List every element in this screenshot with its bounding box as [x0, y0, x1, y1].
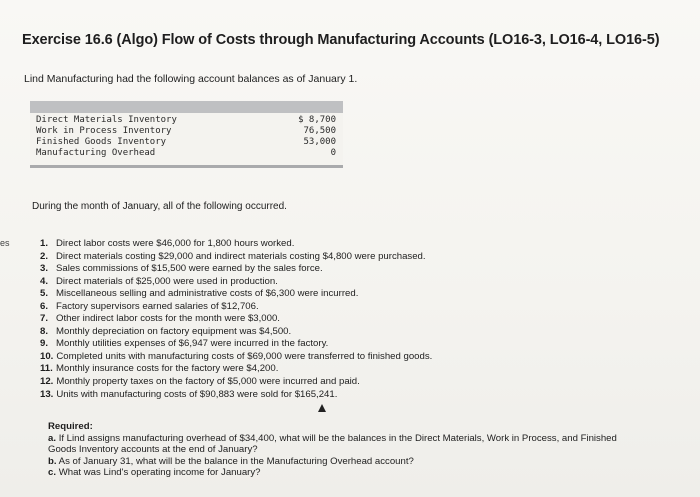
- list-item: [40, 326, 680, 339]
- item-text: Sales commissions of $15,500 were earned by the sales force.: [56, 263, 323, 275]
- item-text: Direct materials of $25,000 were used in production.: [56, 275, 278, 287]
- required-item-c: [48, 467, 688, 479]
- intro-text: Lind Manufacturing had the following account balances as of January 1.: [24, 73, 358, 85]
- item-text: Miscellaneous selling and administrative costs of $6,300 were incurred.: [56, 288, 359, 300]
- list-item: [40, 251, 680, 264]
- account-name: Work in Process Inventory: [36, 126, 172, 136]
- table-header-bar: [30, 101, 343, 113]
- item-number: 10.: [40, 350, 54, 362]
- account-amount: 53,000: [303, 137, 336, 147]
- account-name: Finished Goods Inventory: [36, 137, 167, 147]
- events-list: [40, 238, 680, 401]
- item-number: 7.: [40, 313, 49, 325]
- required-item-a-continued: Goods Inventory accounts at the end of January?: [48, 444, 258, 456]
- list-item: [40, 301, 680, 314]
- item-text: Units with manufacturing costs of $90,883 were sold for $165,241.: [56, 388, 338, 400]
- item-letter: a.: [48, 432, 57, 444]
- item-number: 6.: [40, 300, 49, 312]
- account-amount: $ 8,700: [298, 115, 336, 125]
- item-text: Monthly depreciation on factory equipment was $4,500.: [56, 325, 292, 337]
- required-item-b: [48, 456, 688, 468]
- account-amount: 76,500: [303, 126, 336, 136]
- item-number: 2.: [40, 250, 49, 262]
- item-number: 12.: [40, 376, 54, 388]
- item-text: If Lind assigns manufacturing overhead of $34,400, what will be the balances in the Direct Materials, Work in Process, and Finished: [58, 432, 617, 444]
- balance-row: [36, 148, 336, 159]
- item-number: 11.: [40, 363, 53, 375]
- item-text: Monthly utilities expenses of $6,947 were incurred in the factory.: [56, 338, 329, 350]
- exercise-title: Exercise 16.6 (Algo) Flow of Costs through Manufacturing Accounts (LO16-3, LO16-4, LO16-5): [22, 32, 660, 48]
- required-section: [48, 421, 688, 479]
- required-item-a: [48, 433, 688, 445]
- list-item: [40, 363, 680, 376]
- item-text: Direct materials costing $29,000 and indirect materials costing $4,800 were purchased.: [56, 250, 426, 262]
- item-number: 13.: [40, 388, 54, 400]
- list-item: [40, 338, 680, 351]
- list-item: [40, 376, 680, 389]
- list-item: [40, 288, 680, 301]
- list-item: [40, 263, 680, 276]
- account-amount: 0: [330, 148, 336, 158]
- balance-row: [36, 126, 336, 137]
- item-number: 1.: [40, 238, 49, 249]
- item-text: Monthly insurance costs for the factory were $4,200.: [56, 363, 279, 375]
- item-text: Factory supervisors earned salaries of $12,706.: [56, 300, 259, 312]
- item-number: 4.: [40, 275, 49, 287]
- mouse-cursor-icon: [318, 404, 326, 412]
- item-number: 9.: [40, 338, 49, 350]
- item-letter: b.: [48, 455, 57, 467]
- account-name: Direct Materials Inventory: [36, 115, 177, 125]
- list-item: [40, 238, 680, 251]
- list-item: [40, 351, 680, 364]
- balance-table: [30, 101, 343, 167]
- list-item: [40, 389, 680, 402]
- table-footer-bar: [30, 165, 343, 168]
- during-text: During the month of January, all of the following occurred.: [32, 201, 287, 212]
- required-heading: Required:: [48, 421, 93, 432]
- balance-row: [36, 115, 336, 126]
- list-item: [40, 276, 680, 289]
- account-name: Manufacturing Overhead: [36, 148, 156, 158]
- item-text: As of January 31, what will be the balance in the Manufacturing Overhead account?: [58, 455, 414, 467]
- item-number: 5.: [40, 288, 49, 300]
- item-text: Other indirect labor costs for the month were $3,000.: [56, 313, 280, 325]
- item-number: 8.: [40, 325, 49, 337]
- clipped-edge-text: es: [0, 238, 10, 248]
- item-letter: c.: [48, 467, 57, 479]
- item-text: Monthly property taxes on the factory of $5,000 were incurred and paid.: [56, 376, 360, 388]
- item-text: Completed units with manufacturing costs of $69,000 were transferred to finished goods.: [56, 350, 433, 362]
- item-number: 3.: [40, 263, 49, 275]
- balance-row: [36, 137, 336, 148]
- item-text: What was Lind's operating income for January?: [58, 467, 261, 479]
- list-item: [40, 313, 680, 326]
- item-text: Direct labor costs were $46,000 for 1,800 hours worked.: [56, 238, 295, 249]
